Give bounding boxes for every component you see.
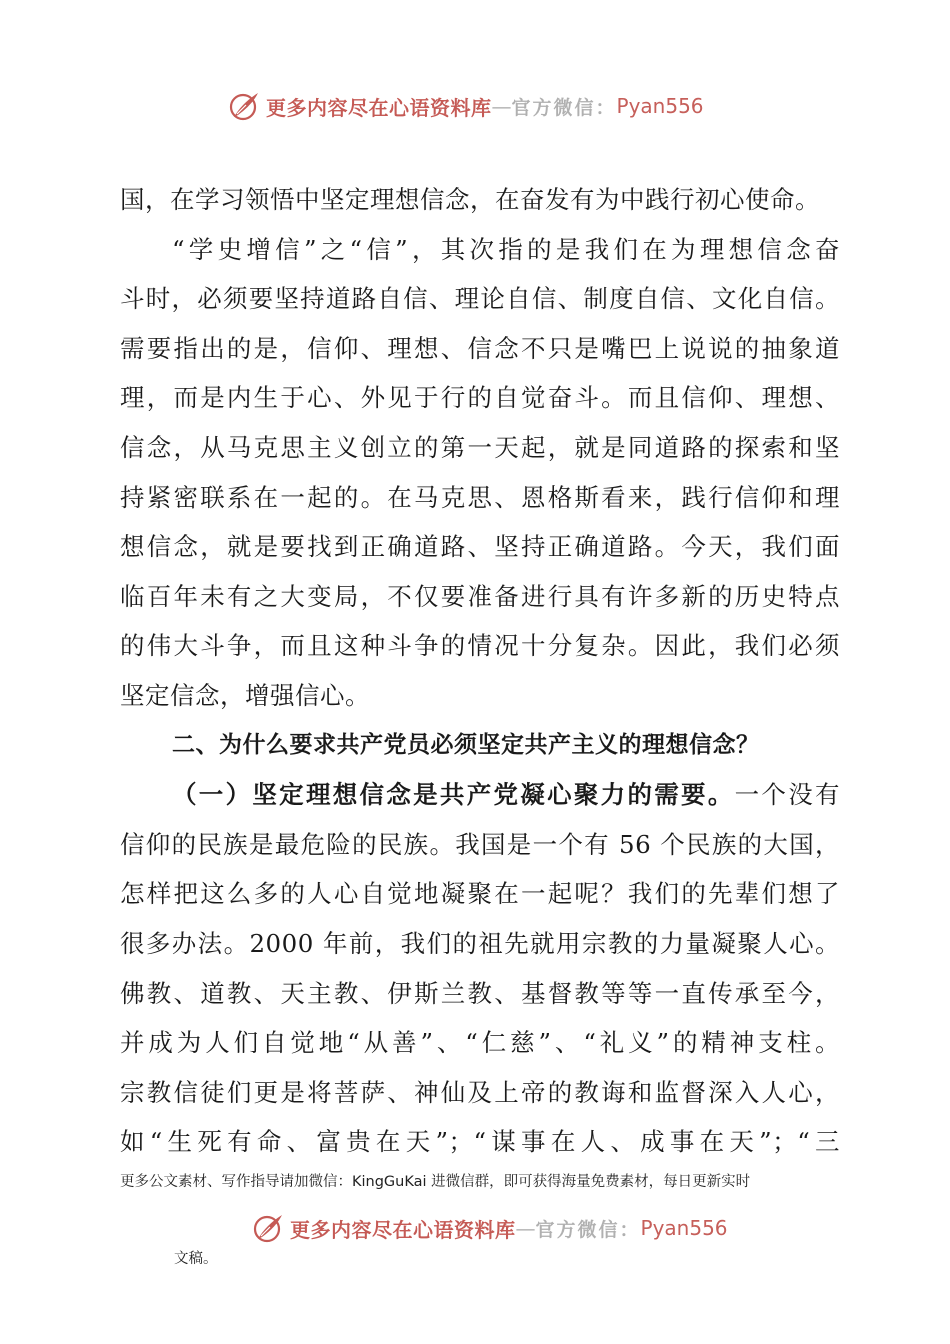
- paragraph-line: 斗时，必须要坚持道路自信、理论自信、制度自信、文化自信。: [120, 284, 840, 314]
- official-wechat-label: 官方微信：: [535, 1218, 641, 1241]
- official-wechat-label: 官方微信：: [511, 96, 617, 119]
- wechat-handle: Pyan556: [616, 94, 704, 118]
- paragraph-line: 需要指出的是，信仰、理想、信念不只是嘴巴上说说的抽象道: [120, 333, 840, 363]
- paragraph-line: 想信念，就是要找到正确道路、坚持正确道路。今天，我们面: [120, 532, 840, 562]
- paragraph-line: 怎样把这么多的人心自觉地凝聚在一起呢？我们的先辈们想了: [120, 879, 840, 909]
- paragraph-text: 一个没有: [734, 780, 840, 810]
- paragraph-line: [120, 770, 840, 820]
- subsection-heading: （一）坚定理想信念是共产党凝心聚力的需要。: [172, 780, 735, 810]
- paragraph-line: 持紧密联系在一起的。在马克思、恩格斯看来，践行信仰和理: [120, 482, 840, 512]
- paragraph-line: 佛教、道教、天主教、伊斯兰教、基督教等等一直传承至今，: [120, 978, 840, 1008]
- brand-separator: —: [491, 94, 512, 118]
- paragraph-line: 坚定信念，增强信心。: [120, 680, 370, 710]
- paragraph-line: 的伟大斗争，而且这种斗争的情况十分复杂。因此，我们必须: [120, 631, 840, 661]
- header-watermark-banner: [228, 86, 704, 126]
- quill-pen-logo-icon: [228, 89, 262, 123]
- paragraph-line: 临百年未有之大变局，不仅要准备进行具有许多新的历史特点: [120, 581, 840, 611]
- paragraph-line: “学史增信”之“信”，其次指的是我们在为理想信念奋: [172, 234, 840, 264]
- document-body: [120, 175, 840, 1167]
- brand-name: 更多内容尽在心语资料库: [266, 95, 492, 120]
- paragraph-line: 信念，从马克思主义创立的第一天起，就是同道路的探索和坚: [120, 432, 840, 462]
- paragraph-line: 并成为人们自觉地“从善”、“仁慈”、“礼义”的精神支柱。: [120, 1028, 840, 1058]
- section-heading: 二、为什么要求共产党员必须坚定共产主义的理想信念？: [172, 731, 760, 758]
- brand-name: 更多内容尽在心语资料库: [290, 1217, 516, 1242]
- footer-note-tail: 文稿。: [174, 1251, 218, 1267]
- wechat-handle: Pyan556: [640, 1216, 728, 1240]
- paragraph-line: 理，而是内生于心、外见于行的自觉奋斗。而且信仰、理想、: [120, 383, 840, 413]
- paragraph-line: 宗教信徒们更是将菩萨、神仙及上帝的教诲和监督深入人心，: [120, 1077, 840, 1107]
- paragraph-line: 很多办法。2000 年前，我们的祖先就用宗教的力量凝聚人心。: [120, 928, 840, 958]
- footer-note: 更多公文素材、写作指导请加微信：KingGuKai 进微信群，即可获得海量免费素材，每日更新实时: [120, 1174, 751, 1190]
- footer-watermark-banner: [252, 1208, 728, 1248]
- brand-separator: —: [515, 1216, 536, 1240]
- paragraph-line: 国，在学习领悟中坚定理想信念，在奋发有为中践行初心使命。: [120, 185, 820, 214]
- paragraph-line: 如“生死有命、富贵在天”；“谋事在人、成事在天”；“三: [120, 1127, 840, 1157]
- quill-pen-logo-icon: [252, 1211, 286, 1245]
- paragraph-line: 信仰的民族是最危险的民族。我国是一个有 56 个民族的大国，: [120, 829, 840, 859]
